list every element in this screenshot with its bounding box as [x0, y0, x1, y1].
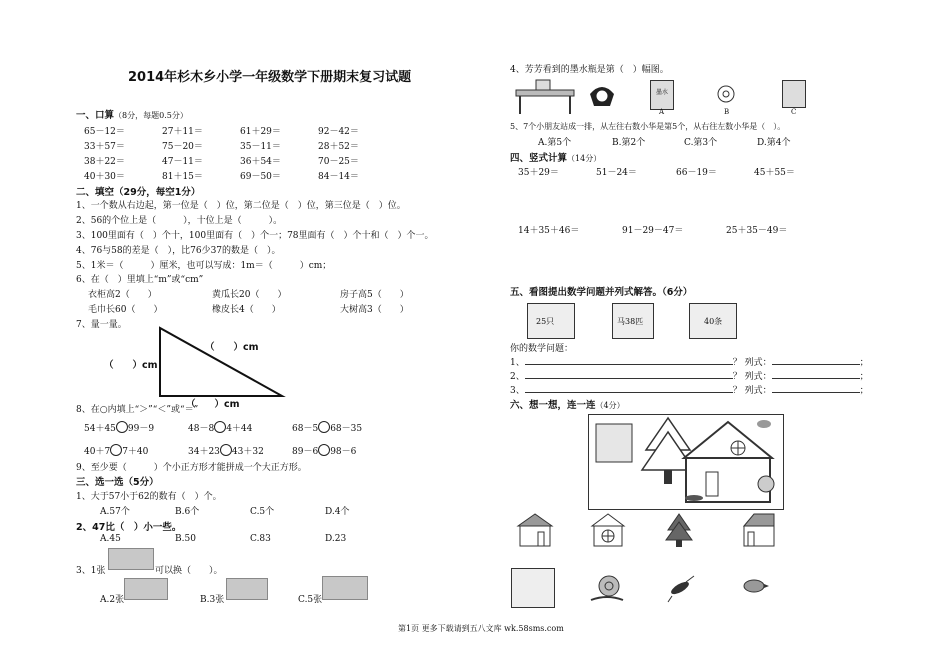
question-line-1[interactable]: 1、 ？ 列式： ； [510, 358, 869, 368]
calc-item: 81＋15＝ [162, 172, 203, 182]
compare-circle-icon[interactable] [116, 421, 128, 433]
choice-q4: 4、芳芳看到的墨水瓶是第（ ）幅图。 [510, 65, 669, 75]
ink-bottle-top-view-icon [716, 84, 736, 104]
triangle-top-label: （ ）cm [205, 342, 259, 353]
bird-icon[interactable] [740, 572, 770, 600]
tree-icon[interactable] [664, 512, 694, 548]
fill-q8: 8、在○内填上“＞”“＜”或“＝” [76, 405, 199, 415]
choice-q1: 1、大于57小于62的数有（ ）个。 [76, 492, 222, 502]
compare-item: 48－8 4＋44 [188, 421, 252, 434]
unit-item: 衣柜高2（ ） [88, 290, 157, 300]
calc-item: 61＋29＝ [240, 127, 281, 137]
calc-item: 28＋52＝ [318, 142, 359, 152]
ink-option-b[interactable]: B [724, 108, 730, 116]
house-side-icon[interactable] [740, 512, 778, 548]
horse-picture: 马38匹 [612, 303, 654, 339]
choice-option[interactable]: B.6个 [175, 507, 200, 517]
unit-item: 橡皮长4（ ） [212, 305, 281, 315]
vertical-calc: 66－19＝ [676, 168, 717, 178]
choice-option[interactable]: A.第5个 [538, 138, 572, 148]
choice-option[interactable]: C.5张 [298, 595, 323, 605]
choice-option[interactable]: D.23 [325, 534, 347, 544]
calc-item: 92－42＝ [318, 127, 359, 137]
vertical-calc: 91－29－47＝ [622, 226, 684, 236]
choice-option[interactable]: C.第3个 [684, 138, 718, 148]
calc-item: 35－11＝ [240, 142, 281, 152]
choice-option[interactable]: A.57个 [100, 507, 130, 517]
fill-q6: 6、在（ ）里填上“m”或“cm” [76, 275, 204, 285]
calc-item: 69－50＝ [240, 172, 281, 182]
choice-q5: 5、7个小朋友站成一排，从左往右数小华是第5个，从右往左数小华是（ ）。 [510, 122, 786, 131]
fill-q7: 7、量一量。 [76, 320, 127, 330]
calc-item: 47－11＝ [162, 157, 203, 167]
right-triangle-figure [150, 324, 290, 404]
vertical-calc: 35＋29＝ [518, 168, 559, 178]
fill-q1: 1、一个数从右边起，第一位是（ ）位，第二位是（ ）位，第三位是（ ）位。 [76, 201, 406, 211]
page-title: 2014年杉木乡小学一年级数学下册期末复习试题 [128, 70, 412, 85]
calc-item: 75－20＝ [162, 142, 203, 152]
compare-item: 40＋7 7＋40 [84, 444, 148, 457]
unit-item: 毛巾长60（ ） [88, 305, 163, 315]
matching-scene-picture [588, 414, 784, 510]
ink-option-c[interactable]: C [791, 108, 797, 116]
cricket-icon[interactable] [666, 572, 696, 604]
compare-item: 54＋45 99－9 [84, 421, 154, 434]
triangle-bottom-label: （ ）cm [186, 399, 240, 410]
house-door-icon[interactable] [514, 512, 556, 548]
unit-item: 大树高3（ ） [340, 305, 409, 315]
choice-option[interactable]: A.45 [100, 534, 121, 544]
choice-option[interactable]: A.2张 [100, 595, 125, 605]
vertical-calc: 51－24＝ [596, 168, 637, 178]
unit-item: 黄瓜长20（ ） [212, 290, 287, 300]
question-line-3[interactable]: 3、 ？ 列式： ； [510, 386, 869, 396]
section-6-heading: 六、想一想，连一连（4分） [510, 400, 625, 411]
calc-item: 38＋22＝ [84, 157, 125, 167]
choice-q3-start: 3、1张 [76, 566, 106, 576]
compare-circle-icon[interactable] [318, 444, 330, 456]
calc-item: 70－25＝ [318, 157, 359, 167]
choice-option[interactable]: D.第4个 [757, 138, 791, 148]
calc-item: 33＋57＝ [84, 142, 125, 152]
rabbit-picture: 25只 [527, 303, 575, 339]
fill-q3: 3、100里面有（ ）个十，100里面有（ ）个一；78里面有（ ）个十和（ ）个一。 [76, 231, 434, 241]
section-1-heading: 一、口算（8分，每题0.5分） [76, 110, 188, 121]
compare-item: 34＋23 43＋32 [188, 444, 264, 457]
girl-face-icon [586, 80, 618, 110]
vertical-calc: 14＋35＋46＝ [518, 226, 580, 236]
calc-item: 84－14＝ [318, 172, 359, 182]
compare-item: 89－6 98－6 [292, 444, 356, 457]
vertical-calc: 45＋55＝ [754, 168, 795, 178]
ink-bottle-icon: 墨水 [650, 80, 674, 110]
calc-item: 36＋54＝ [240, 157, 281, 167]
calc-item: 40＋30＝ [84, 172, 125, 182]
dog-picture[interactable] [511, 568, 555, 608]
choice-option[interactable]: C.83 [250, 534, 271, 544]
banknote-icon [124, 578, 168, 600]
section-5-heading: 五、看图提出数学问题并列式解答。（6分） [510, 287, 693, 298]
section-4-heading: 四、竖式计算（14分） [510, 153, 602, 164]
calc-item: 65－12＝ [84, 127, 125, 137]
compare-item: 68－5 68－35 [292, 421, 362, 434]
section-3-heading: 三、选一选（5分） [76, 477, 159, 488]
fill-q4: 4、76与58的差是（ ），比76少37的数是（ ）。 [76, 246, 281, 256]
ink-bottle-side-icon [782, 80, 806, 108]
banknote-icon [108, 548, 154, 570]
page-footer: 第1页 更多下载请到五八文库 wk.58sms.com [398, 624, 564, 633]
choice-option[interactable]: B.3张 [200, 595, 225, 605]
choice-q2: 2、47比（ ）小一些。 [76, 522, 182, 533]
section-2-heading: 二、填空（29分，每空1分） [76, 187, 201, 198]
calc-item: 27＋11＝ [162, 127, 203, 137]
choice-option[interactable]: B.50 [175, 534, 196, 544]
ink-option-a[interactable]: A [659, 108, 665, 116]
fill-q5: 5、1米＝（ ）厘米，也可以写成：1m＝（ ）cm； [76, 261, 332, 271]
fill-q2: 2、56的个位上是（ ），十位上是（ ）。 [76, 216, 283, 226]
house-window-icon[interactable] [588, 512, 628, 548]
goldfish-picture: 40条 [689, 303, 737, 339]
math-question-label: 你的数学问题： [510, 344, 574, 354]
compare-circle-icon[interactable] [214, 421, 226, 433]
banknote-icon [226, 578, 268, 600]
fill-q9: 9、至少要（ ）个小正方形才能拼成一个大正方形。 [76, 463, 307, 473]
desk-icon [514, 78, 576, 116]
compare-circle-icon[interactable] [110, 444, 122, 456]
choice-q3-end: 可以换（ ）。 [155, 566, 223, 576]
compare-circle-icon[interactable] [220, 444, 232, 456]
snail-icon[interactable] [589, 572, 625, 604]
vertical-calc: 25＋35－49＝ [726, 226, 788, 236]
banknote-icon [322, 576, 368, 600]
compare-circle-icon[interactable] [318, 421, 330, 433]
choice-option[interactable]: D.4个 [325, 507, 350, 517]
choice-option[interactable]: B.第2个 [612, 138, 646, 148]
triangle-left-label: （ ）cm [104, 360, 158, 371]
choice-option[interactable]: C.5个 [250, 507, 275, 517]
unit-item: 房子高5（ ） [340, 290, 409, 300]
question-line-2[interactable]: 2、 ？ 列式： ； [510, 372, 869, 382]
